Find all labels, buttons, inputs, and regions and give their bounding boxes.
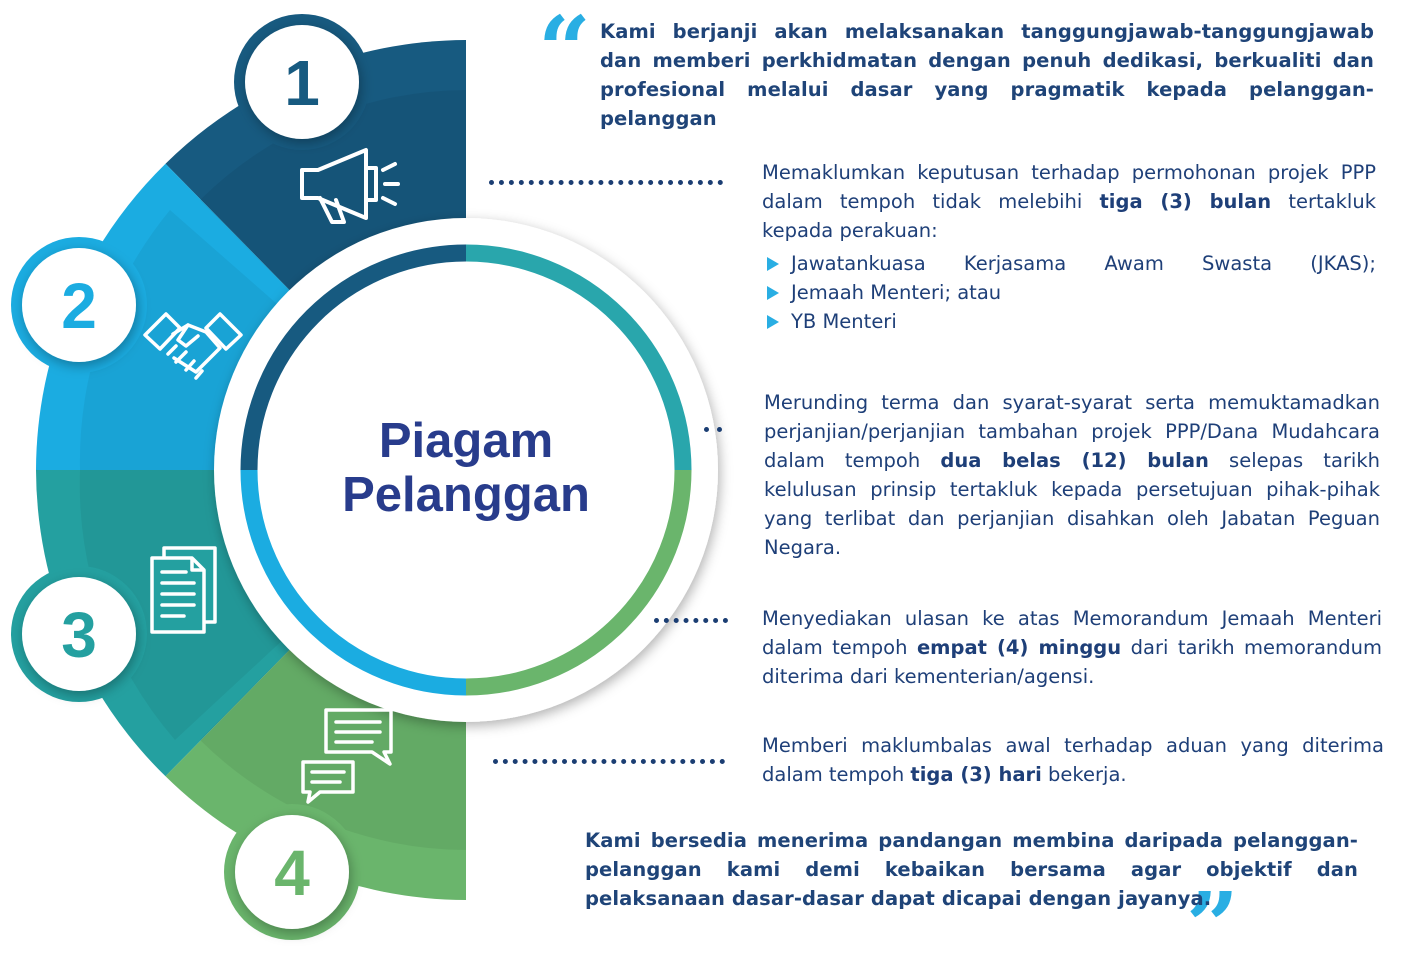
svg-text:2: 2 bbox=[61, 270, 97, 342]
connector-2 bbox=[704, 427, 722, 432]
connector-1 bbox=[489, 180, 723, 185]
badge-3 bbox=[11, 566, 147, 702]
title-line-2: Pelanggan bbox=[342, 468, 590, 522]
close-quote-icon: ” bbox=[1186, 872, 1239, 963]
badge-2 bbox=[11, 237, 147, 373]
quote-bottom: Kami bersedia menerima pandangan membina daripada pelanggan-pelanggan kami demi kebaikan bersama agar objektif dan pelaksanaan dasar-dasar dapat dicapai dengan jayanya. bbox=[585, 829, 1358, 910]
triangle-bullet-icon bbox=[767, 257, 779, 271]
document-icon bbox=[152, 548, 215, 632]
title-line-1: Piagam bbox=[378, 414, 554, 468]
svg-text:3: 3 bbox=[61, 599, 97, 671]
item-2: Merunding terma dan syarat-syarat serta memuktamadkan perjanjian/perjanjian tambahan projek PPP/Dana Mudahcara dalam tempoh dua belas (12) bulan selepas tarikh kelulusan prinsip tertakluk kepada persetujuan pihak-pihak yang terlibat dan perjanjian disahkan oleh Jabatan Peguan Negara. bbox=[764, 391, 1380, 559]
list-item: Jawatankuasa Kerjasama Awam Swasta (JKAS); bbox=[762, 249, 1376, 278]
list-item: YB Menteri bbox=[762, 307, 1376, 336]
badge-1 bbox=[234, 14, 370, 150]
svg-text:4: 4 bbox=[274, 837, 310, 909]
item-1: Memaklumkan keputusan terhadap permohonan projek PPP dalam tempoh tidak melebihi tiga (3) bulan tertakluk kepada perakuan: Jawatankuasa Kerjasama Awam Swasta (JKAS); Jemaah Menteri; atau YB Menteri bbox=[762, 158, 1376, 336]
item-1-sublist bbox=[762, 249, 1376, 336]
svg-text:1: 1 bbox=[284, 47, 320, 119]
list-item: Jemaah Menteri; atau bbox=[762, 278, 1376, 307]
open-quote-icon: “ bbox=[538, 0, 591, 104]
triangle-bullet-icon bbox=[767, 286, 779, 300]
connector-3 bbox=[654, 618, 728, 623]
triangle-bullet-icon bbox=[767, 315, 779, 329]
connector-4 bbox=[493, 759, 725, 764]
badge-4 bbox=[224, 804, 360, 940]
item-4: Memberi maklumbalas awal terhadap aduan yang diterima dalam tempoh tiga (3) hari bekerja. bbox=[762, 734, 1384, 786]
item-3: Menyediakan ulasan ke atas Memorandum Jemaah Menteri dalam tempoh empat (4) minggu dari tarikh memorandum diterima dari kementerian/agensi. bbox=[762, 607, 1383, 688]
quote-top: Kami berjanji akan melaksanakan tanggungjawab-tanggungjawab dan memberi perkhidmatan dengan penuh dedikasi, berkualiti dan profesional melalui dasar yang pragmatik kepada pelanggan-pelanggan bbox=[600, 20, 1374, 130]
